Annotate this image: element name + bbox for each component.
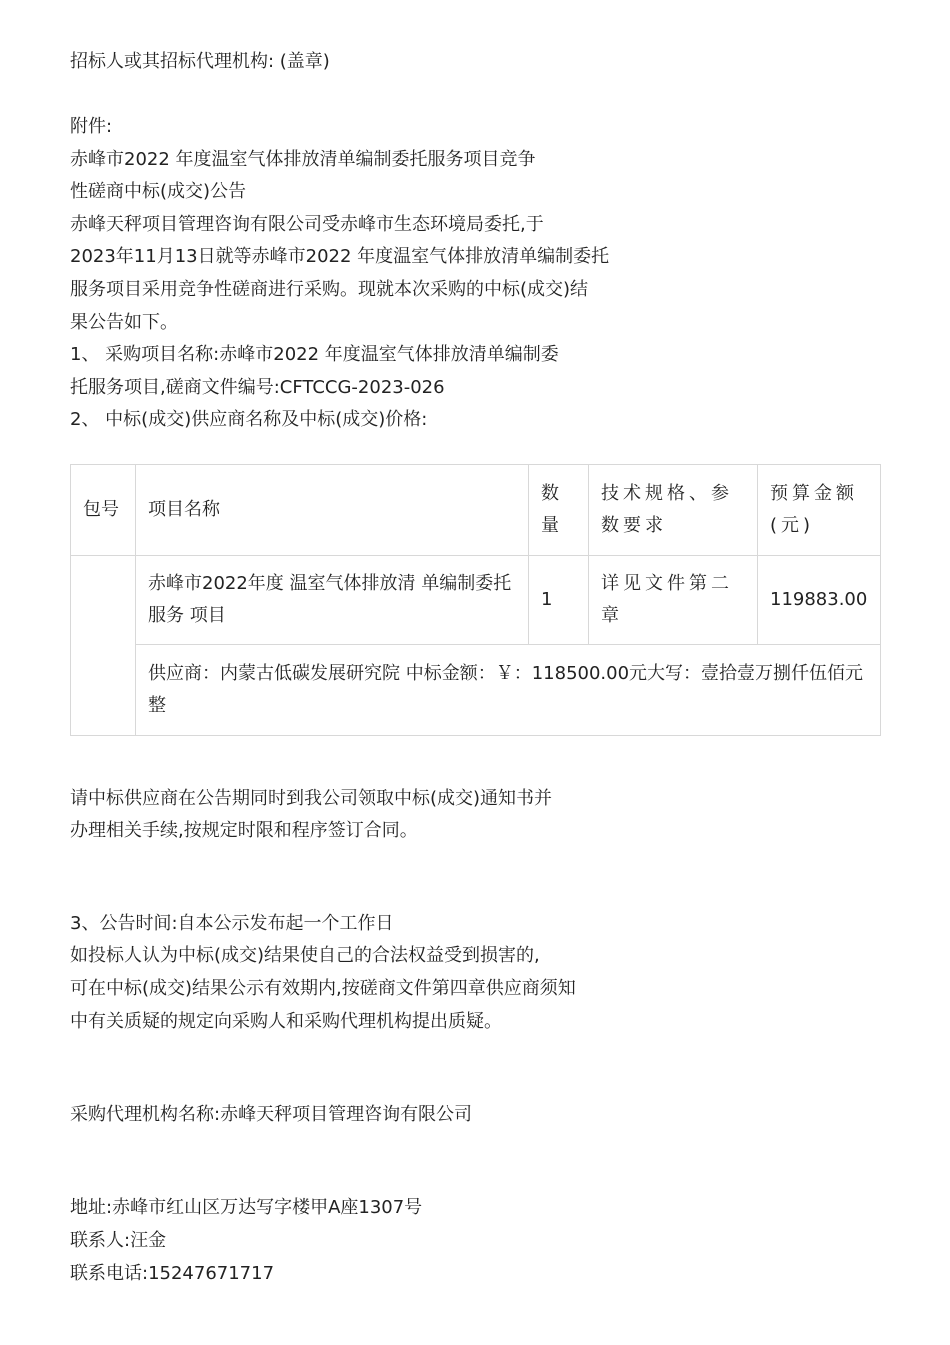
cell-project-name: 赤峰市2022年度 温室气体排放清 单编制委托服务 项目 (136, 556, 529, 645)
notice-title-line-1: 赤峰市2022 年度温室气体排放清单编制委托服务项目竞争 (70, 149, 536, 170)
cell-spec: 详见文件第二章 (589, 556, 758, 645)
notice-line-2: 办理相关手续,按规定时限和程序签订合同。 (70, 820, 418, 841)
address-line: 地址:赤峰市红山区万达写字楼甲A座1307号 (70, 1197, 423, 1218)
item-1-line-1: 1、 采购项目名称:赤峰市2022 年度温室气体排放清单编制委 (70, 344, 559, 365)
attachment-label: 附件: (70, 116, 113, 137)
header-budget: 预算金额(元) (758, 465, 881, 556)
table-row-supplier (71, 645, 881, 736)
header-package-no: 包号 (71, 465, 136, 556)
notice-line-1: 请中标供应商在公告期同时到我公司领取中标(成交)通知书并 (70, 788, 553, 809)
seal-line: 招标人或其招标代理机构: (盖章) (70, 51, 330, 72)
contact-line: 联系人:汪金 (70, 1230, 167, 1251)
phone-line: 联系电话:15247671717 (70, 1263, 275, 1284)
header-quantity: 数量 (529, 465, 589, 556)
header-spec: 技术规格、参数要求 (589, 465, 758, 556)
item-3-line-1: 3、公告时间:自本公示发布起一个工作日 (70, 913, 394, 934)
intro-line-3: 服务项目采用竞争性磋商进行采购。现就本次采购的中标(成交)结 (70, 279, 589, 300)
intro-line-2: 2023年11月13日就等赤峰市2022 年度温室气体排放清单编制委托 (70, 246, 610, 267)
item-1-line-2: 托服务项目,磋商文件编号:CFTCCG-2023-026 (70, 377, 445, 398)
cell-package-no (71, 556, 136, 736)
intro-line-1: 赤峰天秤项目管理咨询有限公司受赤峰市生态环境局委托,于 (70, 214, 544, 235)
award-table (70, 464, 881, 736)
notice-title-line-2: 性磋商中标(成交)公告 (70, 181, 247, 202)
agency-name-line: 采购代理机构名称:赤峰天秤项目管理咨询有限公司 (70, 1104, 473, 1125)
item-3-line-3: 可在中标(成交)结果公示有效期内,按磋商文件第四章供应商须知 (70, 978, 576, 999)
cell-supplier: 供应商：内蒙古低碳发展研究院 中标金额：￥：118500.00元大写：壹拾壹万捌仟伍佰元整 (136, 645, 881, 736)
item-3-line-4: 中有关质疑的规定向采购人和采购代理机构提出质疑。 (70, 1011, 502, 1032)
item-2-line-1: 2、 中标(成交)供应商名称及中标(成交)价格: (70, 409, 428, 430)
item-3-line-2: 如投标人认为中标(成交)结果使自己的合法权益受到损害的, (70, 945, 540, 966)
table-row (71, 556, 881, 645)
table-header-row (71, 465, 881, 556)
header-project-name: 项目名称 (136, 465, 529, 556)
cell-budget: 119883.00 (758, 556, 881, 645)
cell-quantity: 1 (529, 556, 589, 645)
intro-line-4: 果公告如下。 (70, 312, 178, 333)
